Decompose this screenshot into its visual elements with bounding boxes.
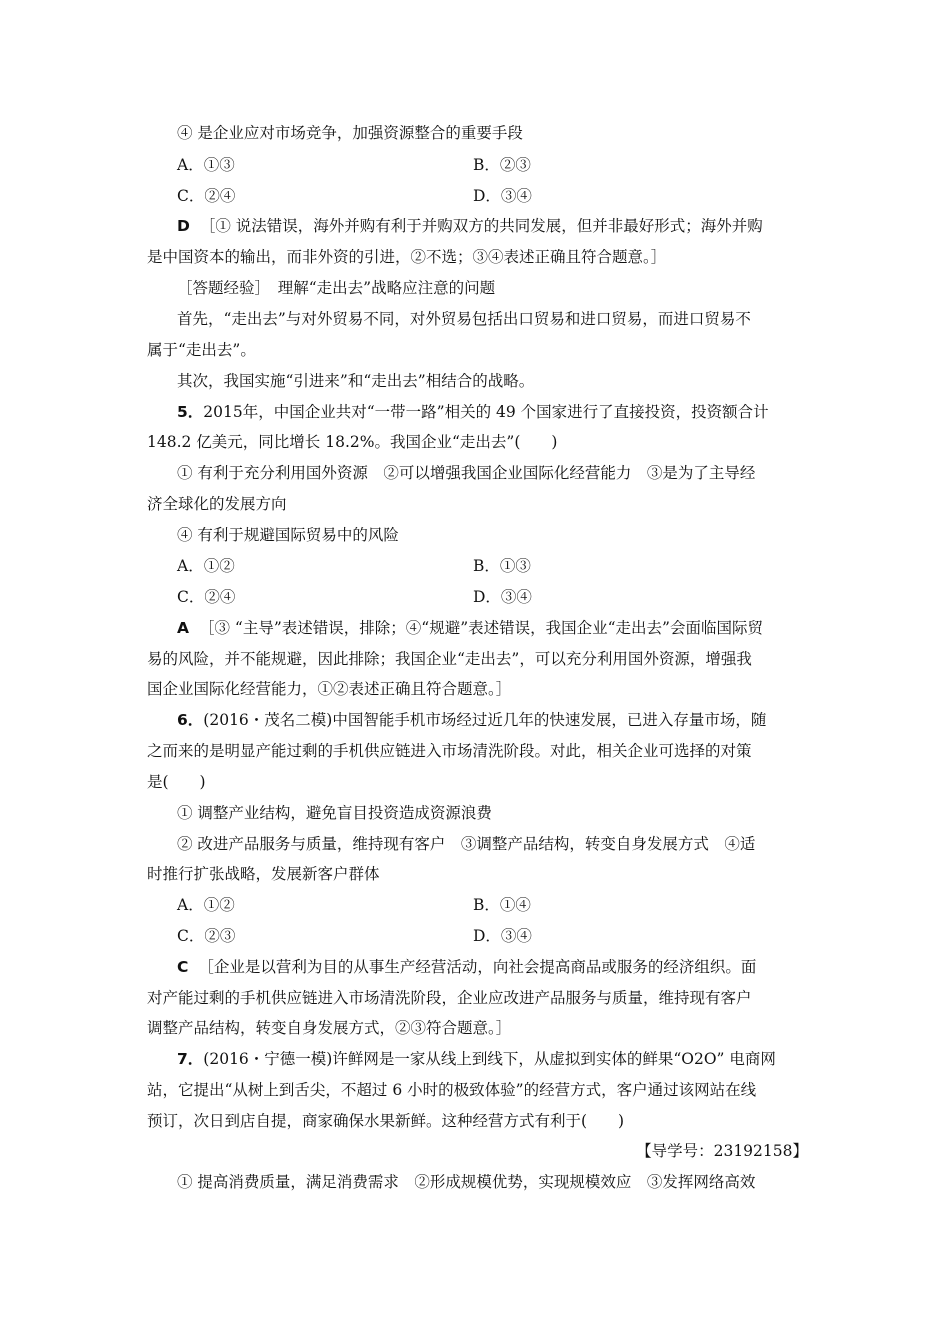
q6-options-line-1: ① 调整产业结构，避免盲目投资造成资源浪费 bbox=[177, 804, 492, 822]
prev-choice-c: C．②④ bbox=[177, 187, 236, 205]
q6-choice-b: B．①④ bbox=[473, 896, 531, 914]
q7-number: 7． bbox=[177, 1050, 204, 1068]
prev-choice-d: D．③④ bbox=[473, 187, 532, 205]
q6-stem-line-1: 6．(2016・茂名二模)中国智能手机市场经过近几年的快速发展，已进入存量市场，随 bbox=[177, 711, 767, 729]
prev-answer-letter: D bbox=[177, 217, 190, 235]
prev-option-4: ④ 是企业应对市场竞争，加强资源整合的重要手段 bbox=[177, 124, 523, 142]
tip-heading: ［答题经验］ 理解“走出去”战略应注意的问题 bbox=[177, 279, 496, 297]
q5-answer-letter: A bbox=[177, 619, 189, 637]
q7-stem-line-2: 站，它提出“从树上到舌尖，不超过 6 小时的极致体验”的经营方式，客户通过该网站在线 bbox=[147, 1081, 757, 1099]
q6-choice-c: C．②③ bbox=[177, 927, 236, 945]
q6-choice-d: D．③④ bbox=[473, 927, 532, 945]
q7-stem-line-1: 7．(2016・宁德一模)许鲜网是一家从线上到线下，从虚拟到实体的鲜果“O2O” 电商网 bbox=[177, 1050, 776, 1068]
prev-analysis-line-2: 是中国资本的输出，而非外资的引进，②不选；③④表述正确且符合题意。］ bbox=[147, 248, 667, 266]
tip-paragraph-1-line-2: 属于“走出去”。 bbox=[147, 341, 256, 359]
q5-analysis-line-1: A ［③ “主导”表述错误，排除；④“规避”表述错误，我国企业“走出去”会面临国际贸 bbox=[177, 619, 763, 637]
q5-analysis-line-3: 国企业国际化经营能力，①②表述正确且符合题意。］ bbox=[147, 680, 512, 698]
q5-analysis-line-2: 易的风险，并不能规避，因此排除；我国企业“走出去”，可以充分利用国外资源，增强我 bbox=[147, 650, 752, 668]
q5-stem-line-1: 5．2015年，中国企业共对“一带一路”相关的 49 个国家进行了直接投资，投资额合计 bbox=[177, 403, 769, 421]
q5-options-line-1: ① 有利于充分利用国外资源 ②可以增强我国企业国际化经营能力 ③是为了主导经 bbox=[177, 464, 756, 482]
q5-number: 5． bbox=[177, 403, 204, 421]
q7-options-line-1: ① 提高消费质量，满足消费需求 ②形成规模优势，实现规模效应 ③发挥网络高效 bbox=[177, 1173, 756, 1191]
prev-choice-b: B．②③ bbox=[473, 156, 531, 174]
q6-analysis-line-2: 对产能过剩的手机供应链进入市场清洗阶段，企业应改进产品服务与质量，维持现有客户 bbox=[147, 989, 752, 1007]
q5-options-line-2: 济全球化的发展方向 bbox=[147, 495, 287, 513]
q6-options-line-3: 时推行扩张战略，发展新客户群体 bbox=[147, 865, 380, 883]
q5-choice-c: C．②④ bbox=[177, 588, 236, 606]
q6-number: 6． bbox=[177, 711, 204, 729]
q5-options-line-3: ④ 有利于规避国际贸易中的风险 bbox=[177, 526, 399, 544]
tip-paragraph-2: 其次，我国实施“引进来”和“走出去”相结合的战略。 bbox=[177, 372, 535, 390]
q5-choice-b: B．①③ bbox=[473, 557, 531, 575]
q6-analysis-line-3: 调整产品结构，转变自身发展方式，②③符合题意。］ bbox=[147, 1019, 512, 1037]
q6-answer-letter: C bbox=[177, 958, 189, 976]
q7-stem-line-3: 预订，次日到店自提，商家确保水果新鲜。这种经营方式有利于( ) bbox=[147, 1112, 625, 1130]
q6-analysis-line-1: C ［企业是以营利为目的从事生产经营活动，向社会提高商品或服务的经济组织。面 bbox=[177, 958, 757, 976]
q6-stem-line-2: 之而来的是明显产能过剩的手机供应链进入市场清洗阶段。对此，相关企业可选择的对策 bbox=[147, 742, 752, 760]
q5-choice-d: D．③④ bbox=[473, 588, 532, 606]
q6-stem-line-3: 是( ) bbox=[147, 773, 206, 791]
guide-number: 【导学号：23192158】 bbox=[636, 1142, 808, 1160]
q6-options-line-2: ② 改进产品服务与质量，维持现有客户 ③调整产品结构，转变自身发展方式 ④适 bbox=[177, 835, 756, 853]
tip-paragraph-1-line-1: 首先，“走出去”与对外贸易不同，对外贸易包括出口贸易和进口贸易，而进口贸易不 bbox=[177, 310, 751, 328]
prev-analysis-line-1: D ［① 说法错误，海外并购有利于并购双方的共同发展，但并非最好形式；海外并购 bbox=[177, 217, 763, 235]
q5-stem-line-2: 148.2 亿美元，同比增长 18.2%。我国企业“走出去”( ) bbox=[147, 433, 558, 451]
q5-choice-a: A．①② bbox=[177, 557, 235, 575]
q6-choice-a: A．①② bbox=[177, 896, 235, 914]
prev-choice-a: A．①③ bbox=[177, 156, 235, 174]
